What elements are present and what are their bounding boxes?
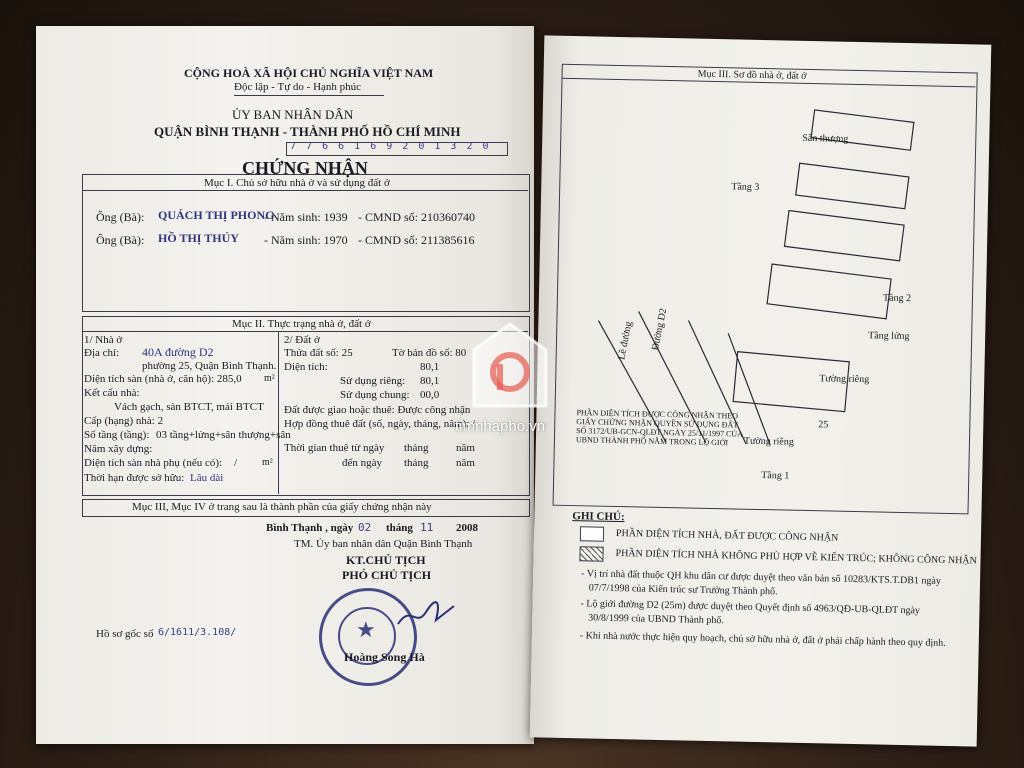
house-heading: 1/ Nhà ở [84, 334, 123, 346]
district-name: QUẬN BÌNH THẠNH - THÀNH PHỐ HỒ CHÍ MINH [154, 124, 461, 139]
section1-title: Mục I. Chủ sở hữu nhà ở và sử dụng đất ở [204, 177, 390, 189]
legend-recognized: PHẦN DIỆN TÍCH NHÀ, ĐẤT ĐƯỢC CÔNG NHẬN [615, 528, 839, 544]
floor-area-unit: m² [264, 373, 275, 384]
certificate-left-page [36, 26, 534, 744]
watermark-text: timnhapho.vn [455, 418, 546, 435]
private-wall-label-2: Tường riêng [743, 435, 794, 448]
floor-mezzanine: Tầng lửng [868, 330, 910, 343]
section3-note: Mục III, Mục IV ở trang sau là thành phần của giấy chứng nhận này [132, 501, 432, 513]
private-wall-label-1: Tường riêng [819, 373, 870, 386]
lease-to-month: tháng [404, 457, 429, 469]
floors-label: Số tầng (tầng): [84, 429, 150, 441]
issue-month-label: tháng [386, 522, 413, 534]
document-title: CHỨNG NHẬN [242, 158, 368, 178]
owner2-birth-year: - Năm sinh: 1970 [264, 233, 348, 247]
floor-3: Tầng 3 [731, 181, 760, 193]
owner1-name: QUÁCH THỊ PHONG [158, 208, 275, 222]
file-number: 6/1611/3.108/ [158, 627, 237, 638]
issue-month: 11 [420, 521, 434, 534]
ownership-term-label: Thời hạn được sở hữu: [84, 472, 185, 484]
parcel-number: Thửa đất số: 25 [284, 347, 353, 359]
lease-time-from: Thời gian thuê từ ngày [284, 442, 385, 454]
legend-swatch-recognized [580, 526, 604, 541]
lease-to-date: đến ngày [342, 457, 383, 469]
owner2-name: HỒ THỊ THÚY [158, 231, 239, 245]
floors-value: 03 tầng+lửng+sân thượng+sân [156, 429, 291, 441]
committee-name: ỦY BAN NHÂN DÂN [232, 107, 354, 122]
owner2-id: - CMND số: 211385616 [358, 233, 475, 247]
street-edge-label: Lề đường [616, 320, 635, 361]
lease-to-year: năm [456, 457, 475, 469]
common-use-value: 00,0 [420, 389, 440, 401]
section1-divider [82, 190, 528, 191]
land-heading: 2/ Đất ở [284, 334, 320, 346]
floor-rooftop: Sân thượng [802, 132, 849, 145]
section2-column-divider [278, 331, 279, 494]
land-area-label: Diện tích: [284, 361, 328, 373]
land-allocation: Đất được giao hoặc thuê: Được công nhận [284, 404, 471, 416]
file-number-label: Hồ sơ gốc số [96, 628, 154, 640]
private-use-label: Sử dụng riêng: [340, 375, 406, 387]
road-label: Đường D2 [650, 307, 670, 352]
lease-from-month: tháng [404, 442, 429, 454]
aux-area-value: / [234, 457, 238, 469]
legend-swatch-not-recognized [579, 546, 603, 561]
floor-1: Tầng 1 [761, 470, 790, 482]
owner1-label: Ông (Bà): [96, 210, 145, 224]
structure-label: Kết cấu nhà: [84, 387, 140, 399]
owner1-id: - CMND số: 210360740 [358, 210, 476, 224]
address-label: Địa chỉ: [84, 347, 120, 359]
map-sheet-number: Tờ bản đồ số: 80 [392, 347, 467, 359]
note1-line1: - Vị trí nhà đất thuộc QH khu dân cư được duyệt theo văn bản số 10283/KTS.T.DB1 ngày [581, 568, 942, 587]
signatory-org: TM. Ủy ban nhân dân Quận Bình Thạnh [294, 538, 473, 550]
note1-line2: 07/7/1998 của Kiến trúc sư Trưởng Thành phố. [588, 582, 778, 598]
issue-day: 02 [358, 521, 372, 534]
issue-year: 2008 [456, 522, 478, 534]
parcel-no-label: 25 [818, 419, 829, 431]
signatory-role1: KT.CHỦ TỊCH [346, 553, 426, 567]
motto: Độc lập - Tự do - Hạnh phúc [234, 81, 362, 93]
ownership-term-value: Lâu dài [190, 472, 224, 484]
house-grade: Cấp (hạng) nhà: 2 [84, 415, 164, 427]
lease-from-year: năm [456, 442, 475, 454]
certificate-right-page [530, 35, 992, 746]
structure-value: Vách gạch, sàn BTCT, mái BTCT [114, 401, 264, 413]
official-seal-stamp: ★ [319, 588, 417, 686]
issue-place: Bình Thạnh , ngày [266, 522, 354, 534]
address-line1: 40A đường D2 [142, 345, 214, 359]
aux-area-label: Diện tích sàn nhà phụ (nếu có): [84, 457, 223, 469]
handwritten-signature [396, 594, 456, 634]
private-use-value: 80,1 [420, 375, 440, 387]
notes-title: GHI CHÚ: [572, 510, 625, 524]
floor-2: Tầng 2 [882, 292, 912, 305]
signatory-name: Hoàng Song Hà [344, 650, 425, 664]
note2-line1: - Lộ giới đường D2 (25m) được duyệt theo Quyết định số 4963/QĐ-UB-QLĐT ngày [580, 598, 921, 617]
section2-divider [82, 331, 528, 332]
lease-contract: Hợp đồng thuê đất (số, ngày, tháng, năm): / [284, 418, 476, 430]
serial-number: 7 7 6 6 1 6 9 2 0 1 3 2 0 [290, 141, 491, 152]
floor-area: Diện tích sàn (nhà ở, căn hộ): 285,0 [84, 373, 242, 385]
address-line2: phường 25, Quận Bình Thạnh. [142, 360, 277, 372]
legal-recognition-note: PHẦN DIỆN TÍCH ĐƯỢC CÔNG NHẬN THEO GIẤY CHỨNG NHẬN QUYỀN SỬ DỤNG ĐẤT SỐ 3172/UB-GCN-QLĐT NGÀY 25/11/1997 CỦA UBND THÀNH PHỐ NẰM TRONG LỘ GIỚI [575, 408, 743, 448]
legend-not-recognized: PHẦN DIỆN TÍCH NHÀ KHÔNG PHÙ HỢP VỀ KIẾN TRÚC; KHÔNG CÔNG NHẬN [615, 548, 977, 567]
note3: - Khi nhà nước thực hiện quy hoạch, chủ sở hữu nhà ở, đất ở phải chấp hành theo quy định. [579, 630, 946, 649]
aux-area-unit: m² [262, 457, 273, 468]
note2-line2: 30/8/1999 của UBND Thành phố. [588, 612, 724, 627]
common-use-label: Sử dụng chung: [340, 389, 410, 401]
owner2-label: Ông (Bà): [96, 233, 145, 247]
motto-underline [234, 95, 384, 96]
owner1-birth-year: - Năm sinh: 1939 [264, 210, 348, 224]
nation-header: CỘNG HOÀ XÃ HỘI CHỦ NGHĨA VIỆT NAM [184, 66, 434, 80]
signatory-role2: PHÓ CHỦ TỊCH [342, 568, 432, 582]
section3-title: Mục III. Sơ đồ nhà ở, đất ở [697, 68, 807, 82]
section2-title: Mục II. Thực trạng nhà ở, đất ở [232, 318, 371, 330]
watermark-logo-icon [470, 320, 550, 412]
land-area-value: 80,1 [420, 361, 440, 373]
year-built-label: Năm xây dựng: [84, 443, 153, 455]
